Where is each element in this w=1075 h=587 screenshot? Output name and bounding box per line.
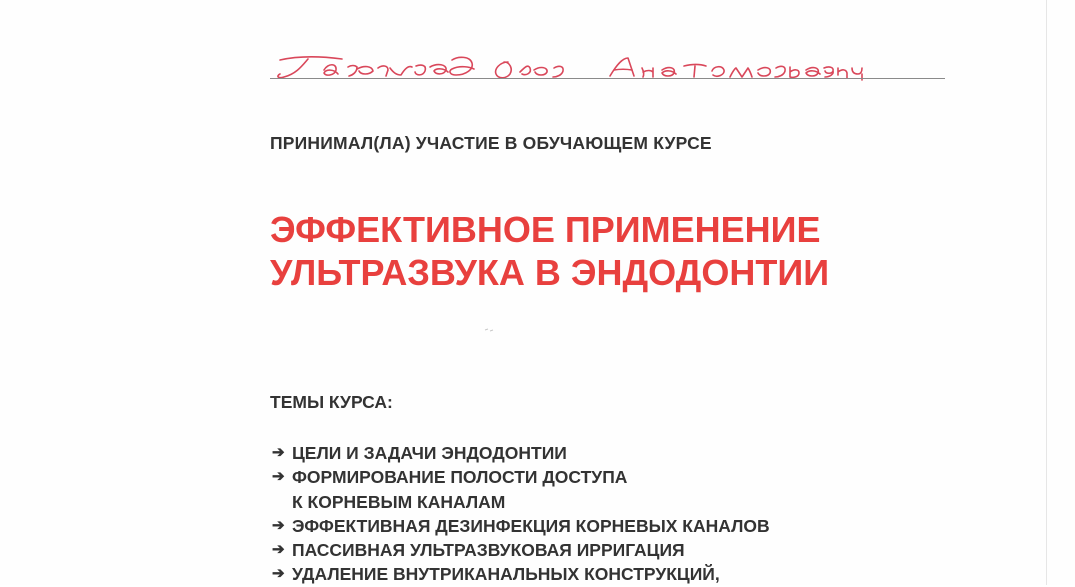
list-item <box>270 562 770 586</box>
course-title <box>270 208 829 294</box>
arrow-right-icon: ➔ <box>272 516 285 534</box>
arrow-right-icon: ➔ <box>272 444 285 461</box>
recipient-name-underline <box>270 78 945 79</box>
topic-text: ПАССИВНАЯ УЛЬТРАЗВУКОВАЯ ИРРИГАЦИЯ <box>292 540 685 561</box>
topics-heading: ТЕМЫ КУРСА: <box>270 392 393 412</box>
handwritten-recipient-name <box>272 50 872 88</box>
topic-text: УДАЛЕНИЕ ВНУТРИКАНАЛЬНЫХ КОНСТРУКЦИЙ, <box>292 564 720 585</box>
list-item <box>270 441 770 465</box>
participation-statement: ПРИНИМАЛ(ЛА) УЧАСТИЕ В ОБУЧАЮЩЕМ КУРСЕ <box>270 133 712 153</box>
topic-text: ФОРМИРОВАНИЕ ПОЛОСТИ ДОСТУПА <box>292 467 628 488</box>
topic-text: ЭФФЕКТИВНАЯ ДЕЗИНФЕКЦИЯ КОРНЕВЫХ КАНАЛОВ <box>292 515 770 536</box>
list-item <box>270 465 770 514</box>
topics-list <box>270 441 770 587</box>
topic-text-continuation: К КОРНЕВЫМ КАНАЛАМ <box>292 491 506 512</box>
list-item <box>270 538 770 562</box>
course-title-line: УЛЬТРАЗВУКА В ЭНДОДОНТИИ <box>270 252 830 293</box>
topic-text: ЦЕЛИ И ЗАДАЧИ ЭНДОДОНТИИ <box>292 443 567 463</box>
arrow-right-icon: ➔ <box>272 541 285 559</box>
arrow-right-icon: ➔ <box>272 468 285 486</box>
list-item <box>270 514 770 538</box>
scan-speck <box>484 326 496 334</box>
arrow-right-icon: ➔ <box>272 565 285 583</box>
course-title-line: ЭФФЕКТИВНОЕ ПРИМЕНЕНИЕ <box>270 209 821 250</box>
page-edge-divider <box>1046 0 1047 585</box>
